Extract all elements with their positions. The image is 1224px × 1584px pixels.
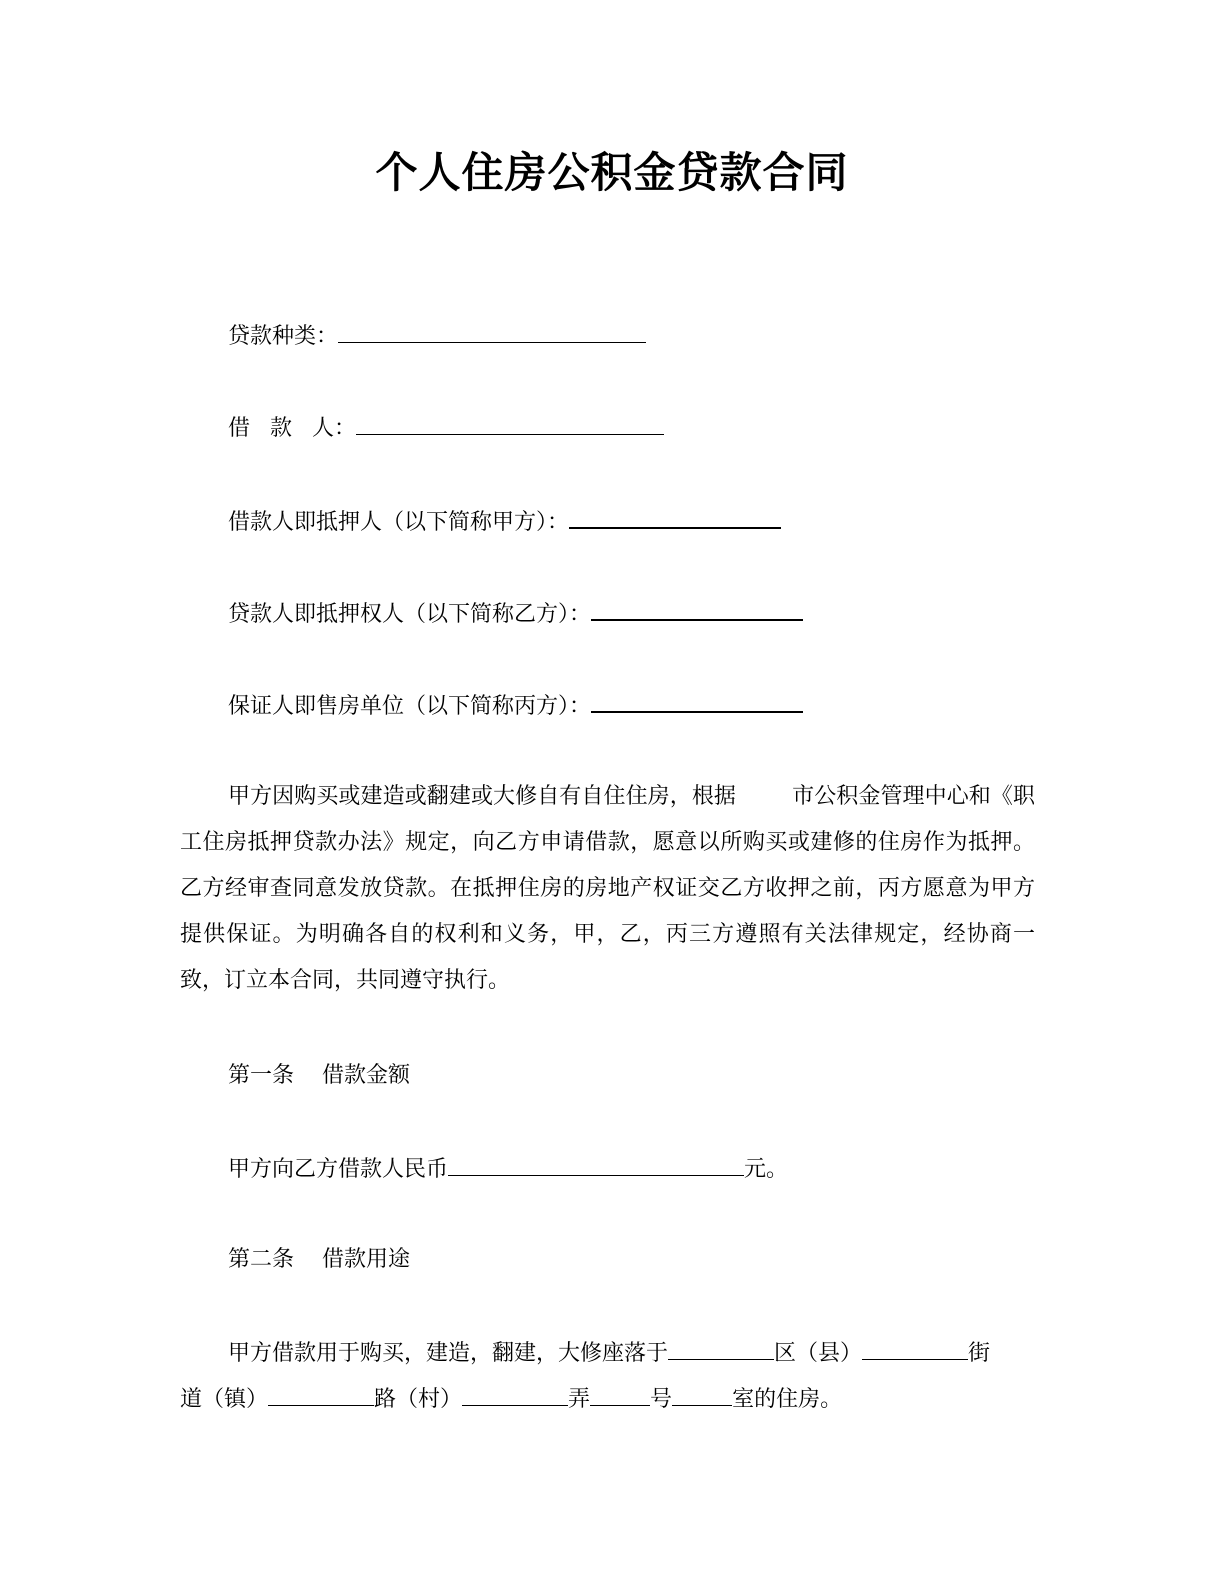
party-c-line	[228, 689, 803, 722]
article-2-line-2	[180, 1383, 842, 1415]
document-title: 个人住房公积金贷款合同	[375, 148, 849, 197]
article-2-text-7: 号	[650, 1387, 673, 1412]
loan-type-blank[interactable]	[338, 320, 646, 343]
lane-blank[interactable]	[462, 1383, 568, 1406]
party-c-blank[interactable]	[591, 689, 803, 713]
street-blank[interactable]	[862, 1337, 968, 1360]
borrower-label-char1: 借	[228, 416, 251, 441]
number-blank[interactable]	[590, 1383, 650, 1406]
article-2-heading	[228, 1245, 410, 1275]
borrower-label-char2: 款	[270, 416, 293, 441]
intro-part-2: 市公积金管理中心和《职工住房抵押贷款办法》规定，向乙方申请借款，愿意以所购买或建修的住房作为抵押。乙方经审查同意发放贷款。在抵押住房的房地产权证交乙方收押之前，丙方愿意为甲方提供保证。为明确各自的权利和义务，甲，乙，丙三方遵照有关法律规定，经协商一致，订立本合同，共同遵守执行。	[180, 784, 1035, 993]
party-b-line	[228, 597, 803, 630]
intro-paragraph	[180, 774, 1035, 1004]
borrower-label-char3: 人：	[312, 416, 357, 441]
article-2-title: 借款用途	[322, 1247, 411, 1272]
article-2-text-4: 道（镇）	[180, 1387, 269, 1412]
party-b-label: 贷款人即抵押权人（以下简称乙方）：	[228, 602, 592, 627]
party-c-label: 保证人即售房单位（以下简称丙方）：	[228, 694, 592, 719]
district-blank[interactable]	[668, 1337, 774, 1360]
party-a-blank[interactable]	[569, 505, 781, 529]
article-2-text-3: 街	[968, 1341, 991, 1366]
party-a-line	[228, 505, 781, 538]
article-2-text-5: 路（村）	[374, 1387, 463, 1412]
borrower-blank[interactable]	[356, 412, 664, 435]
article-2-text-2: 区（县）	[774, 1341, 863, 1366]
article-1-number: 第一条	[228, 1063, 295, 1088]
article-1-text	[228, 1153, 788, 1185]
intro-part-1: 甲方因购买或建造或翻建或大修自有自住住房，根据	[228, 784, 737, 809]
loan-amount-blank[interactable]	[448, 1153, 744, 1176]
party-a-label: 借款人即抵押人（以下简称甲方）：	[228, 510, 570, 535]
article-2-text-6: 弄	[568, 1387, 591, 1412]
loan-type-label: 贷款种类：	[228, 324, 339, 349]
loan-type-line	[228, 320, 646, 352]
article-1-heading	[228, 1061, 410, 1091]
room-blank[interactable]	[672, 1383, 732, 1406]
article-2-line-1	[228, 1337, 990, 1369]
road-blank[interactable]	[268, 1383, 374, 1406]
article-2-text-8: 室的住房。	[732, 1387, 843, 1412]
borrower-line	[228, 412, 664, 444]
article-1-text-after: 元。	[744, 1157, 789, 1182]
article-1-text-before: 甲方向乙方借款人民币	[228, 1157, 449, 1182]
party-b-blank[interactable]	[591, 597, 803, 621]
article-2-number: 第二条	[228, 1247, 295, 1272]
article-2-text-1: 甲方借款用于购买，建造，翻建，大修座落于	[228, 1341, 669, 1366]
article-1-title: 借款金额	[322, 1063, 411, 1088]
